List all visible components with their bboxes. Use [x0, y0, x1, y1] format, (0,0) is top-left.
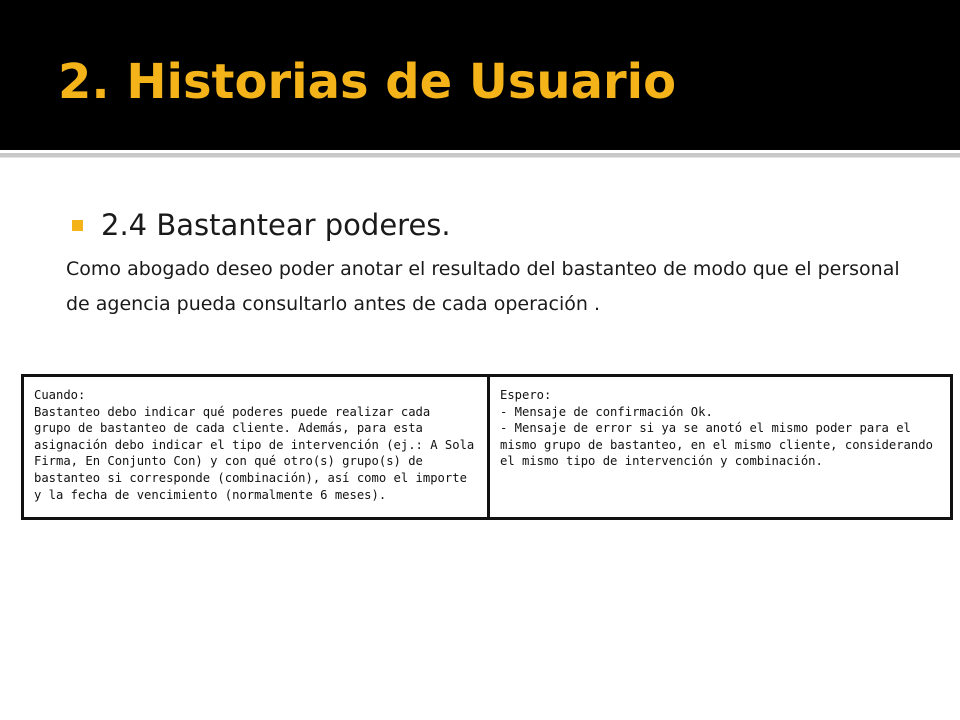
- when-line: Bastanteo debo indicar qué poderes puede realizar cada: [34, 404, 431, 419]
- page-title: 2. Historias de Usuario: [58, 54, 677, 110]
- expect-line: mismo grupo de bastanteo, en el mismo cliente, considerando: [500, 437, 933, 452]
- expect-line: - Mensaje de error si ya se anotó el mismo poder para el: [500, 421, 911, 436]
- expect-line: Espero:: [500, 388, 552, 402]
- title-divider: [0, 153, 960, 158]
- bullet-heading: 2.4 Bastantear poderes.: [101, 208, 451, 242]
- title-bar: [0, 0, 960, 150]
- when-line: grupo de bastanteo de cada cliente. Además, para esta: [34, 421, 423, 436]
- square-bullet-icon: [72, 220, 83, 231]
- when-line: Firma, En Conjunto Con) y con qué otro(s) grupo(s) de: [34, 454, 423, 469]
- expect-line: el mismo tipo de intervención y combinación.: [500, 454, 823, 469]
- expect-cell: [490, 377, 950, 517]
- story-description: Como abogado deseo poder anotar el resultado del bastanteo de modo que el personal de agencia pueda consultarlo antes de cada operación .: [66, 258, 900, 315]
- expect-line: - Mensaje de confirmación Ok.: [500, 404, 713, 419]
- when-line: bastanteo si corresponde (combinación), así como el importe: [34, 470, 467, 485]
- when-line: y la fecha de vencimiento (normalmente 6 meses).: [34, 487, 387, 502]
- story-table: [21, 374, 953, 520]
- when-line: asignación debo indicar el tipo de intervención (ej.: A Sola: [34, 437, 475, 452]
- when-cell: [24, 377, 490, 517]
- when-line: Cuando:: [34, 388, 86, 402]
- bullet-item: [72, 202, 451, 248]
